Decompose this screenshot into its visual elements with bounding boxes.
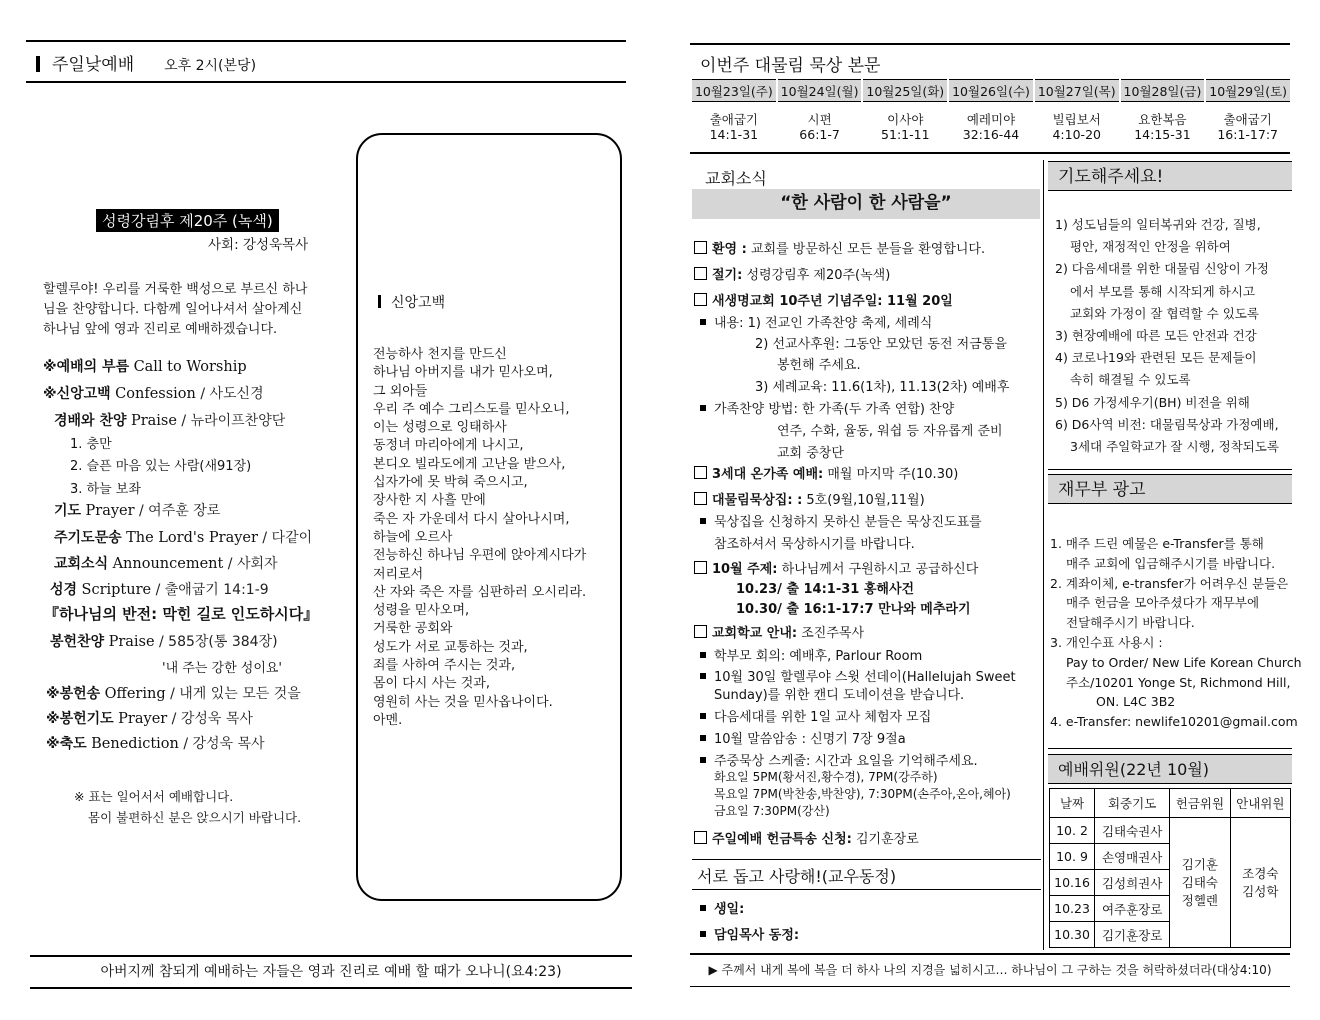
standing-note: ※ 표는 일어서서 예배합니다. 몸이 불편하신 분은 앉으시기 바랍니다. (74, 789, 302, 825)
footer-rule-bottom (30, 987, 632, 989)
news-school-2: 10월 30일 할렐루야 스윗 선데이(Hallelujah Sweet (694, 666, 1016, 685)
order-offertory-praise: 봉헌찬양 Praise / 585장(통 384장) (50, 634, 278, 650)
week-reading: 빌립보서 4:10-20 (1052, 112, 1101, 142)
prayer-rule (1048, 469, 1292, 470)
finance-title: 재무부 광고 (1048, 474, 1292, 504)
finance-list (1050, 534, 1302, 732)
week-date: 10월24일(월) (777, 80, 863, 102)
news-school-5a: 화요일 5PM(황서진,황수경), 7PM(강주하) (714, 770, 938, 784)
creed-line: 성령을 믿사오며, (373, 603, 470, 619)
prayer-line: 3) 현장예배에 따른 모든 안전과 건강 (1055, 328, 1257, 344)
week-title: 이번주 대물림 묵상 본문 (700, 56, 881, 76)
prayer-line: 교회와 가정이 잘 협력할 수 있도록 (1070, 305, 1259, 321)
sermon-title: 『하나님의 반전: 막힌 길로 인도하시다』 (44, 605, 319, 623)
duty-date: 10.30 (1050, 922, 1095, 948)
news-offering-song: 주일예배 헌금특송 신청: 김기훈장로 (694, 828, 919, 847)
news-anniv-mission-2: 봉헌해 주세요. (777, 358, 861, 373)
week-date: 10월25일(화) (862, 80, 948, 102)
creed-line: 죽은 자 가운데서 다시 살아나시며, (373, 511, 570, 527)
finance-line: 전달해주시기 바랍니다. (1066, 615, 1195, 631)
right-footer: ▶ 주께서 내게 복에 복을 더 하사 나의 지경을 넓히시고… 하나님이 그 구하는 것을 허락하셨더라(대상4:10) (708, 963, 1272, 977)
news-season: 절기: 성령강림후 제20주(녹색) (694, 264, 890, 283)
header-time: 오후 2시(본당) (164, 58, 257, 74)
creed-line: 십자가에 못 박혀 죽으시고, (373, 475, 528, 491)
week-date: 10월23일(주) (691, 80, 777, 102)
order-song-2: 2. 슬픈 마음 있는 사람(새91장) (70, 459, 252, 474)
news-school-2b: Sunday)를 위한 캔디 도네이션을 받습니다. (714, 688, 965, 703)
order-call: ※예배의 부름 Call to Worship (43, 359, 247, 375)
creed-bar-icon (378, 295, 381, 308)
order-scripture: 성경 Scripture / 출애굽기 14:1-9 (50, 582, 269, 598)
week-reading: 시편 66:1-7 (799, 112, 840, 142)
news-devotional-book: 대물림묵상집: : 5호(9월,10월,11월) (694, 489, 925, 508)
news-welcome: 환영 : 교회를 방문하신 모든 분들을 환영합니다. (694, 238, 985, 257)
news-school-5c: 금요일 7:30PM(강산) (714, 804, 830, 818)
news-family-praise: 가족찬양 방법: 한 가족(두 가족 연합) 찬양 (694, 398, 954, 417)
prayer-line: 5) D6 가정세우기(BH) 비전을 위해 (1055, 394, 1250, 410)
header-bottom-rule (26, 81, 626, 83)
creed-line: 산 자와 죽은 자를 심판하러 오시리라. (373, 584, 587, 600)
week-date: 10월28일(금) (1120, 80, 1206, 102)
creed-line: 장사한 지 사흘 만에 (373, 493, 486, 509)
care-birthday: 생일: (694, 898, 744, 917)
news-banner: “한 사람이 한 사람을” (692, 189, 1040, 219)
news-theme-2: 10.30/ 출 16:1-17:7 만나와 메추라기 (736, 602, 971, 617)
hymn-title: '내 주는 강한 성이요' (162, 661, 283, 676)
header-title: 주일낮예배 (52, 55, 135, 75)
duty-date: 10.23 (1050, 896, 1095, 922)
finance-line: 주소/10201 Yonge St, Richmond Hill, (1066, 674, 1291, 690)
creed-line: 하늘에 오르사 (373, 529, 453, 545)
creed-line: 영원히 사는 것을 믿사옵나이다. (373, 694, 553, 710)
news-anniv-mission: 2) 선교사후원: 그동안 모았던 동전 저금통을 (755, 337, 1007, 352)
order-benediction: ※축도 Benediction / 강성욱 목사 (46, 736, 265, 752)
order-announcement: 교회소식 Announcement / 사회자 (54, 556, 278, 572)
finance-line: Pay to Order/ New Life Korean Church (1066, 654, 1302, 670)
prayer-line: 에서 부모를 통해 시작되게 하시고 (1070, 283, 1255, 299)
leader: 사회: 강성욱목사 (208, 237, 309, 253)
top-rule (26, 40, 626, 42)
care-pastor: 담임목사 동정: (694, 924, 799, 943)
creed-text (373, 346, 586, 730)
creed-line: 거룩한 공회와 (373, 621, 453, 637)
creed-line: 전능하신 하나님 우편에 앉아계시다가 (373, 548, 587, 564)
service-header (36, 50, 256, 75)
duty-prayer: 여주훈장로 (1095, 896, 1170, 922)
header-bar-icon (36, 56, 40, 72)
news-book-note-2: 참조하셔서 묵상하시기를 바랍니다. (714, 537, 915, 552)
finance-line: 3. 개인수표 사용시 : (1050, 634, 1163, 650)
news-book-note: 묵상집을 신청하지 못하신 분들은 묵상진도표를 (694, 511, 982, 530)
duty-offering: 김기훈 김태숙 정헬렌 (1170, 818, 1230, 948)
prayer-line: 속히 해결될 수 있도록 (1070, 372, 1191, 388)
week-date: 10월29일(토) (1205, 80, 1290, 102)
creed-line: 동정녀 마리아에게 나시고, (373, 438, 524, 454)
news-anniv-content: 내용: 1) 전교인 가족찬양 축제, 세례식 (694, 312, 932, 331)
duty-usher: 조경숙 김성학 (1230, 818, 1290, 948)
week-bottom-rule (690, 152, 1290, 154)
creed-line: 우리 주 예수 그리스도를 믿사오니, (373, 401, 570, 417)
prayer-line: 2) 다음세대를 위한 대물림 신앙이 가정 (1055, 261, 1269, 277)
duty-header: 헌금위원 (1170, 789, 1230, 818)
news-school-5: 주중묵상 스케줄: 시간과 요일을 기억해주세요. (694, 750, 978, 769)
finance-line: ON. L4C 3B2 (1096, 694, 1176, 710)
creed-line: 몸이 다시 사는 것과, (373, 676, 490, 692)
week-reading: 요한복음 14:15-31 (1134, 112, 1191, 142)
left-footer: 아버지께 참되게 예배하는 자들은 영과 진리로 예배 할 때가 오나니(요4:23) (100, 964, 562, 980)
creed-line: 그 외아들 (373, 383, 428, 399)
right-footer-rule-bottom (690, 986, 1290, 987)
duty-header: 안내위원 (1230, 789, 1290, 818)
duty-prayer: 김태숙권사 (1095, 818, 1170, 844)
creed-line: 아멘. (373, 712, 403, 728)
order-praise: 경배와 찬양 Praise / 뉴라이프찬양단 (54, 413, 286, 429)
order-offering: ※봉헌송 Offering / 내게 있는 모든 것을 (46, 686, 301, 702)
prayer-line: 1) 성도님들의 일터복귀와 건강, 질병, (1055, 217, 1261, 232)
week-reading: 출애굽기 16:1-17:7 (1217, 112, 1278, 142)
prayer-line: 평안, 재정적인 안정을 위하여 (1070, 239, 1231, 255)
week-reading: 예레미야 32:16-44 (962, 112, 1020, 142)
finance-line: 1. 매주 드린 예물은 e-Transfer를 통해 (1050, 536, 1264, 551)
finance-line: 매주 헌금을 모아주셨다가 재무부에 (1066, 595, 1260, 611)
order-song-3: 3. 하늘 보좌 (70, 482, 141, 497)
prayer-line: 4) 코로나19와 관련된 모든 문제들이 (1055, 350, 1257, 366)
care-title: 서로 돕고 사랑해!(교우동정) (697, 867, 897, 886)
right-top-rule (690, 43, 1290, 45)
column-divider (1043, 160, 1044, 950)
footer-rule-top (30, 955, 632, 957)
creed-line: 죄를 사하여 주시는 것과, (373, 658, 516, 674)
order-lords-prayer: 주기도문송 The Lord's Prayer / 다같이 (54, 530, 313, 546)
care-rule-bottom (692, 889, 1041, 890)
creed-line: 본디오 빌라도에게 고난을 받으사, (373, 456, 566, 472)
week-reading: 이사야 51:1-11 (881, 112, 930, 142)
week-reading: 출애굽기 14:1-31 (709, 112, 759, 142)
prayer-title: 기도해주세요! (1048, 161, 1292, 191)
creed-line: 하나님 아버지를 내가 믿사오며, (373, 365, 553, 381)
news-school-3: 다음세대를 위한 1일 교사 체험자 모집 (694, 706, 931, 725)
creed-line: 이는 성령으로 잉태하사 (373, 420, 507, 436)
finance-rule (1048, 748, 1292, 749)
news-school-5b: 목요일 7PM(박찬송,박찬양), 7:30PM(손주아,온아,혜아) (714, 787, 1011, 801)
finance-line: 매주 교회에 입금해주시기를 바랍니다. (1066, 555, 1276, 571)
order-prayer: 기도 Prayer / 여주훈 장로 (54, 503, 221, 519)
prayer-line: 6) D6사역 비전: 대물림묵상과 가정예배, (1055, 416, 1279, 432)
order-song-1: 1. 충만 (70, 437, 112, 452)
duty-date: 10. 9 (1050, 844, 1095, 870)
creed-heading: 신앙고백 (378, 292, 445, 312)
creed-line: 저리로서 (373, 566, 424, 582)
news-school: 교회학교 안내: 조진주목사 (694, 622, 864, 641)
prayer-line: 3세대 주일학교가 잘 시행, 정착되도록 (1070, 439, 1279, 455)
duty-header: 날짜 (1050, 789, 1095, 818)
finance-line: 4. e-Transfer: newlife10201@gmail.com (1050, 714, 1298, 730)
duty-title: 예배위원(22년 10월) (1048, 754, 1292, 784)
news-school-4: 10월 말씀암송 : 신명기 7장 9절a (694, 728, 906, 747)
week-table (690, 79, 1290, 152)
duty-date: 10. 2 (1050, 818, 1095, 844)
finance-line: 2. 계좌이체, e-transfer가 어려우신 분들은 (1050, 575, 1289, 591)
duty-table (1049, 788, 1291, 948)
care-rule-top (692, 859, 1041, 860)
news-theme-1: 10.23/ 출 14:1-31 홍해사건 (736, 582, 915, 597)
order-offering-prayer: ※봉헌기도 Prayer / 강성욱 목사 (46, 711, 253, 727)
news-family-praise-2: 연주, 수화, 율동, 워쉽 등 자유롭게 준비 (777, 424, 1003, 439)
duty-date: 10.16 (1050, 870, 1095, 896)
right-footer-rule (690, 953, 1290, 955)
week-date: 10월27일(목) (1034, 80, 1120, 102)
news-theme: 10월 주제: 하나님께서 구원하시고 공급하신다 (694, 558, 978, 577)
news-school-1: 학부모 회의: 예배후, Parlour Room (694, 645, 922, 664)
week-date: 10월26일(수) (948, 80, 1034, 102)
news-family-praise-3: 교회 중창단 (777, 446, 844, 461)
news-three-gen: 3세대 온가족 예배: 매월 마지막 주(10.30) (694, 463, 958, 482)
duty-header: 회중기도 (1095, 789, 1170, 818)
duty-prayer: 김성희권사 (1095, 870, 1170, 896)
call-paragraph: 할렐루야! 우리를 거룩한 백성으로 부르신 하나 님을 찬양합니다. 다함께 일어나셔서 살아계신 하나님 앞에 영과 진리로 예배하겠습니다. (43, 282, 308, 337)
news-anniv-baptism: 3) 세례교육: 11.6(1차), 11.13(2차) 예배후 (755, 380, 1010, 395)
creed-line: 성도가 서로 교통하는 것과, (373, 639, 528, 655)
order-confession: ※신앙고백 Confession / 사도신경 (43, 386, 264, 402)
duty-prayer: 김기훈장로 (1095, 922, 1170, 948)
news-title: 교회소식 (705, 169, 767, 188)
creed-line: 전능하사 천지를 만드신 (373, 347, 507, 362)
prayer-list (1055, 214, 1279, 458)
duty-prayer: 손영매권사 (1095, 844, 1170, 870)
news-anniversary: 새생명교회 10주년 기념주일: 11월 20일 (694, 290, 953, 309)
service-title: 성령강림후 제20주 (녹색) (96, 209, 279, 232)
